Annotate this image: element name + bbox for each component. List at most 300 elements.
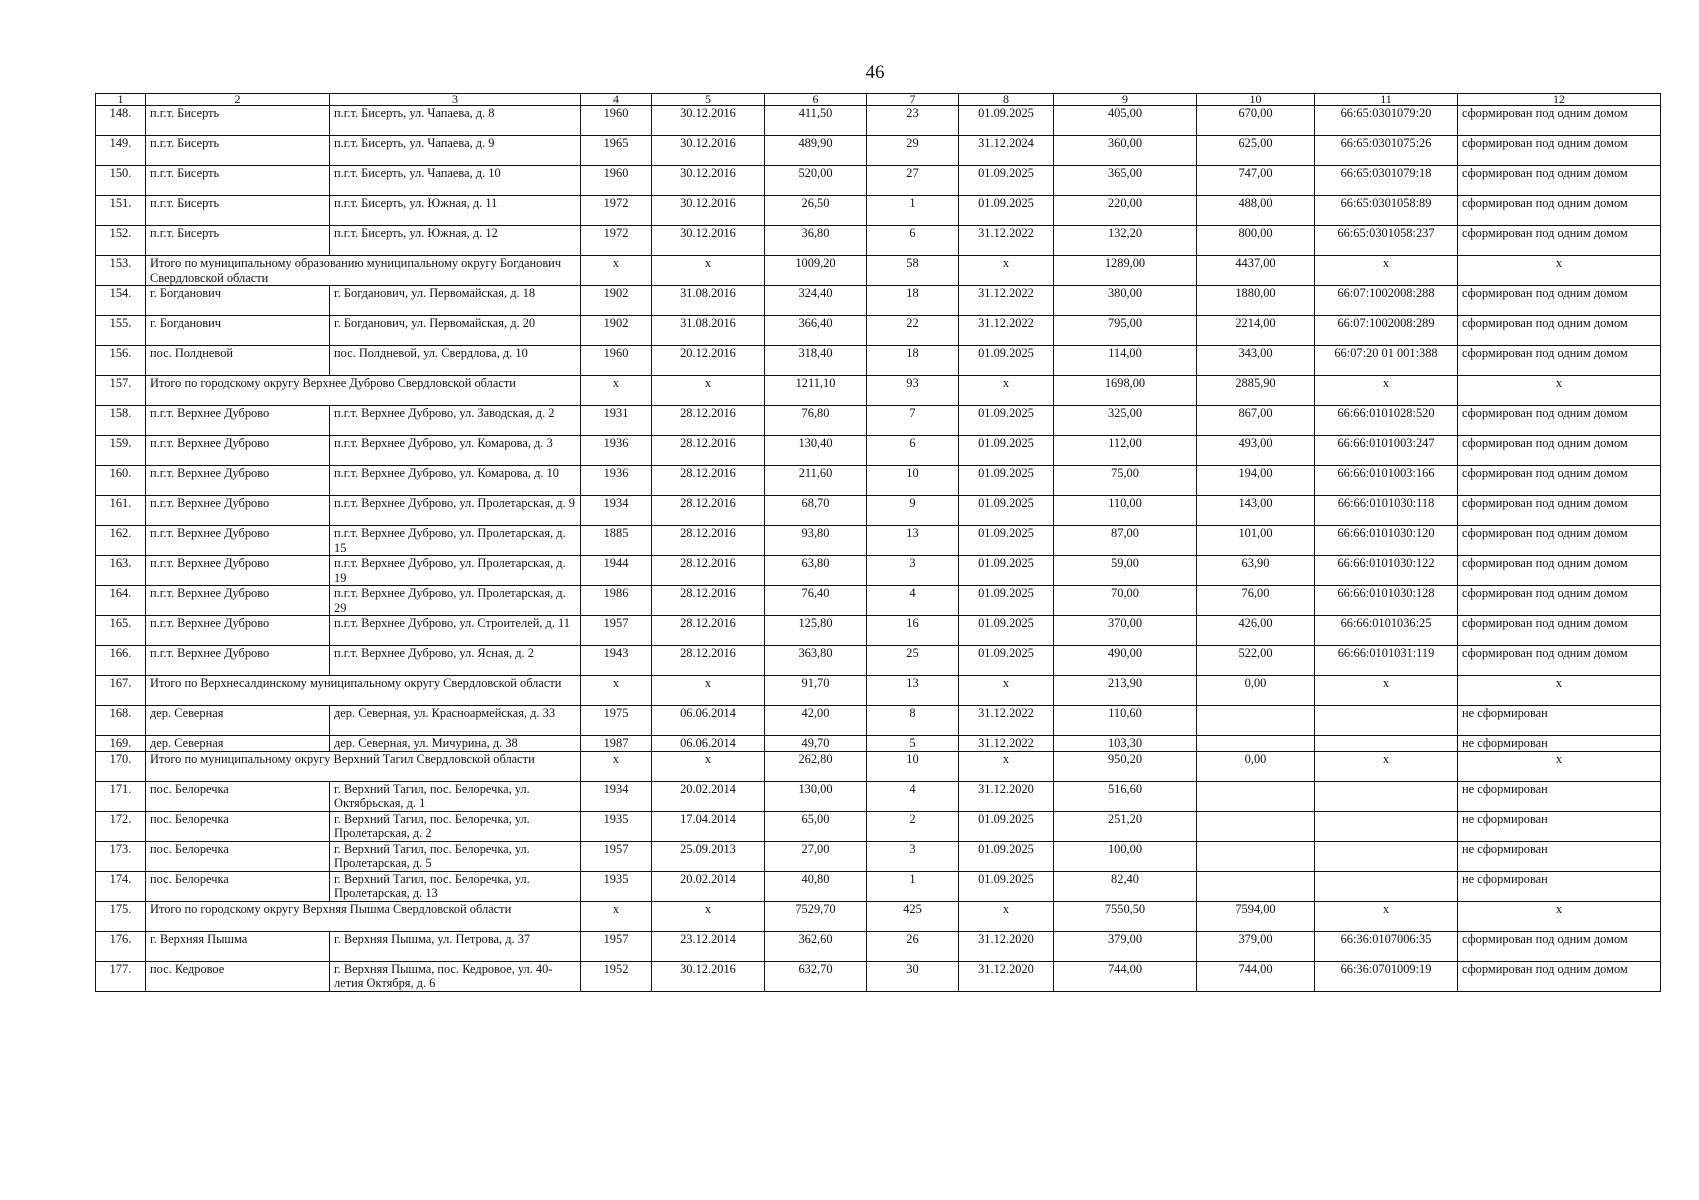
land-status: сформирован под одним домом xyxy=(1458,556,1661,586)
build-year: 1944 xyxy=(581,556,652,586)
settlement: дер. Северная xyxy=(146,706,330,736)
resettlement-deadline: x xyxy=(959,256,1054,286)
area: 1009,20 xyxy=(765,256,867,286)
column-header: 8 xyxy=(959,94,1054,106)
land-status: сформирован под одним домом xyxy=(1458,616,1661,646)
column-9-value: 405,00 xyxy=(1054,106,1197,136)
table-row xyxy=(96,196,1661,226)
recognition-date: 28.12.2016 xyxy=(652,406,765,436)
area: 76,80 xyxy=(765,406,867,436)
resettlement-deadline: 01.09.2025 xyxy=(959,586,1054,616)
build-year: 1960 xyxy=(581,346,652,376)
cadastral-number: 66:36:0701009:19 xyxy=(1315,961,1458,991)
row-number: 174. xyxy=(96,871,146,901)
area: 520,00 xyxy=(765,166,867,196)
column-header: 4 xyxy=(581,94,652,106)
recognition-date: 28.12.2016 xyxy=(652,436,765,466)
land-status: сформирован под одним домом xyxy=(1458,196,1661,226)
address: г. Верхняя Пышма, пос. Кедровое, ул. 40-летия Октября, д. 6 xyxy=(330,961,581,991)
row-number: 165. xyxy=(96,616,146,646)
table-row xyxy=(96,346,1661,376)
cadastral-number: 66:36:0107006:35 xyxy=(1315,931,1458,961)
column-9-value: 110,60 xyxy=(1054,706,1197,736)
land-status: сформирован под одним домом xyxy=(1458,496,1661,526)
row-number: 162. xyxy=(96,526,146,556)
area: 26,50 xyxy=(765,196,867,226)
land-status: сформирован под одним домом xyxy=(1458,526,1661,556)
residents: 3 xyxy=(867,841,959,871)
column-9-value: 950,20 xyxy=(1054,751,1197,781)
column-10-value: 143,00 xyxy=(1197,496,1315,526)
residents: 5 xyxy=(867,736,959,752)
row-number: 157. xyxy=(96,376,146,406)
row-number: 158. xyxy=(96,406,146,436)
area: 40,80 xyxy=(765,871,867,901)
resettlement-deadline: x xyxy=(959,751,1054,781)
table-row xyxy=(96,436,1661,466)
column-header: 11 xyxy=(1315,94,1458,106)
build-year: 1935 xyxy=(581,811,652,841)
table-row-total xyxy=(96,256,1661,286)
table-row xyxy=(96,961,1661,991)
settlement: п.г.т. Верхнее Дуброво xyxy=(146,556,330,586)
total-title: Итого по городскому округу Верхняя Пышма Свердловской области xyxy=(146,901,581,931)
table-row xyxy=(96,931,1661,961)
column-9-value: 59,00 xyxy=(1054,556,1197,586)
area: 42,00 xyxy=(765,706,867,736)
row-number: 148. xyxy=(96,106,146,136)
recognition-date: 28.12.2016 xyxy=(652,466,765,496)
row-number: 161. xyxy=(96,496,146,526)
address: дер. Северная, ул. Красноармейская, д. 33 xyxy=(330,706,581,736)
table-row xyxy=(96,556,1661,586)
table-row xyxy=(96,616,1661,646)
column-10-value: 379,00 xyxy=(1197,931,1315,961)
address: г. Богданович, ул. Первомайская, д. 20 xyxy=(330,316,581,346)
build-year: 1936 xyxy=(581,466,652,496)
land-status: сформирован под одним домом xyxy=(1458,586,1661,616)
residents: 6 xyxy=(867,436,959,466)
area: 65,00 xyxy=(765,811,867,841)
residents: 13 xyxy=(867,526,959,556)
column-10-value: 0,00 xyxy=(1197,751,1315,781)
recognition-date: 06.06.2014 xyxy=(652,736,765,752)
area: 362,60 xyxy=(765,931,867,961)
row-number: 153. xyxy=(96,256,146,286)
address: п.г.т. Верхнее Дуброво, ул. Заводская, д. 2 xyxy=(330,406,581,436)
build-year: 1952 xyxy=(581,961,652,991)
settlement: пос. Белоречка xyxy=(146,871,330,901)
address: п.г.т. Бисерть, ул. Чапаева, д. 9 xyxy=(330,136,581,166)
area: 49,70 xyxy=(765,736,867,752)
area: 363,80 xyxy=(765,646,867,676)
residents: 6 xyxy=(867,226,959,256)
area: 211,60 xyxy=(765,466,867,496)
resettlement-deadline: 01.09.2025 xyxy=(959,871,1054,901)
resettlement-deadline: 31.12.2020 xyxy=(959,781,1054,811)
recognition-date: x xyxy=(652,256,765,286)
column-header: 3 xyxy=(330,94,581,106)
residents: 8 xyxy=(867,706,959,736)
cadastral-number: 66:07:20 01 001:388 xyxy=(1315,346,1458,376)
area: 489,90 xyxy=(765,136,867,166)
column-10-value xyxy=(1197,841,1315,871)
cadastral-number: x xyxy=(1315,376,1458,406)
column-10-value: 4437,00 xyxy=(1197,256,1315,286)
column-10-value: 76,00 xyxy=(1197,586,1315,616)
land-status: не сформирован xyxy=(1458,781,1661,811)
recognition-date: 23.12.2014 xyxy=(652,931,765,961)
cadastral-number xyxy=(1315,841,1458,871)
column-10-value xyxy=(1197,811,1315,841)
residents: 425 xyxy=(867,901,959,931)
residents: 4 xyxy=(867,781,959,811)
column-9-value: 1698,00 xyxy=(1054,376,1197,406)
resettlement-deadline: 01.09.2025 xyxy=(959,166,1054,196)
residents: 10 xyxy=(867,751,959,781)
column-10-value: 194,00 xyxy=(1197,466,1315,496)
address: г. Верхний Тагил, пос. Белоречка, ул. Октябрьская, д. 1 xyxy=(330,781,581,811)
column-header: 6 xyxy=(765,94,867,106)
cadastral-number: 66:07:1002008:288 xyxy=(1315,286,1458,316)
cadastral-number: 66:65:0301075:26 xyxy=(1315,136,1458,166)
column-header: 1 xyxy=(96,94,146,106)
recognition-date: 30.12.2016 xyxy=(652,226,765,256)
column-10-value: 744,00 xyxy=(1197,961,1315,991)
table-row xyxy=(96,316,1661,346)
area: 27,00 xyxy=(765,841,867,871)
column-header: 9 xyxy=(1054,94,1197,106)
table-row xyxy=(96,466,1661,496)
recognition-date: 28.12.2016 xyxy=(652,556,765,586)
cadastral-number: 66:65:0301058:237 xyxy=(1315,226,1458,256)
total-title: Итого по муниципальному образованию муниципальному округу Богданович Свердловской области xyxy=(146,256,581,286)
column-10-value: 1880,00 xyxy=(1197,286,1315,316)
column-header: 10 xyxy=(1197,94,1315,106)
table-row xyxy=(96,586,1661,616)
column-9-value: 365,00 xyxy=(1054,166,1197,196)
cadastral-number: x xyxy=(1315,751,1458,781)
resettlement-deadline: 31.12.2020 xyxy=(959,961,1054,991)
land-status: не сформирован xyxy=(1458,736,1661,752)
residents: 30 xyxy=(867,961,959,991)
recognition-date: 31.08.2016 xyxy=(652,316,765,346)
build-year: x xyxy=(581,751,652,781)
row-number: 159. xyxy=(96,436,146,466)
build-year: 1957 xyxy=(581,616,652,646)
row-number: 177. xyxy=(96,961,146,991)
area: 262,80 xyxy=(765,751,867,781)
address: г. Верхняя Пышма, ул. Петрова, д. 37 xyxy=(330,931,581,961)
table-row xyxy=(96,136,1661,166)
settlement: п.г.т. Бисерть xyxy=(146,226,330,256)
cadastral-number: 66:65:0301058:89 xyxy=(1315,196,1458,226)
cadastral-number xyxy=(1315,781,1458,811)
resettlement-deadline: 01.09.2025 xyxy=(959,496,1054,526)
cadastral-number xyxy=(1315,811,1458,841)
housing-register-table xyxy=(95,93,1661,992)
cadastral-number: 66:66:0101003:247 xyxy=(1315,436,1458,466)
land-status: сформирован под одним домом xyxy=(1458,316,1661,346)
table-row-total xyxy=(96,376,1661,406)
column-10-value xyxy=(1197,736,1315,752)
resettlement-deadline: 31.12.2022 xyxy=(959,706,1054,736)
table-body xyxy=(96,94,1661,992)
row-number: 164. xyxy=(96,586,146,616)
land-status: x xyxy=(1458,751,1661,781)
land-status: сформирован под одним домом xyxy=(1458,646,1661,676)
recognition-date: 28.12.2016 xyxy=(652,646,765,676)
row-number: 168. xyxy=(96,706,146,736)
column-9-value: 103,30 xyxy=(1054,736,1197,752)
row-number: 151. xyxy=(96,196,146,226)
recognition-date: 30.12.2016 xyxy=(652,166,765,196)
residents: 29 xyxy=(867,136,959,166)
resettlement-deadline: 31.12.2022 xyxy=(959,226,1054,256)
build-year: 1934 xyxy=(581,496,652,526)
residents: 4 xyxy=(867,586,959,616)
land-status: сформирован под одним домом xyxy=(1458,136,1661,166)
table-row xyxy=(96,841,1661,871)
address: п.г.т. Верхнее Дуброво, ул. Комарова, д. 3 xyxy=(330,436,581,466)
column-10-value: 867,00 xyxy=(1197,406,1315,436)
resettlement-deadline: 31.12.2022 xyxy=(959,316,1054,346)
build-year: 1972 xyxy=(581,196,652,226)
address: п.г.т. Верхнее Дуброво, ул. Строителей, д. 11 xyxy=(330,616,581,646)
land-status: сформирован под одним домом xyxy=(1458,286,1661,316)
table-row-total xyxy=(96,676,1661,706)
residents: 93 xyxy=(867,376,959,406)
settlement: п.г.т. Бисерть xyxy=(146,136,330,166)
table-row xyxy=(96,496,1661,526)
recognition-date: 30.12.2016 xyxy=(652,136,765,166)
column-9-value: 82,40 xyxy=(1054,871,1197,901)
build-year: 1986 xyxy=(581,586,652,616)
build-year: 1960 xyxy=(581,106,652,136)
settlement: дер. Северная xyxy=(146,736,330,752)
column-9-value: 7550,50 xyxy=(1054,901,1197,931)
build-year: 1902 xyxy=(581,316,652,346)
recognition-date: x xyxy=(652,901,765,931)
residents: 27 xyxy=(867,166,959,196)
row-number: 166. xyxy=(96,646,146,676)
recognition-date: x xyxy=(652,751,765,781)
build-year: x xyxy=(581,256,652,286)
address: п.г.т. Верхнее Дуброво, ул. Пролетарская, д. 19 xyxy=(330,556,581,586)
build-year: 1902 xyxy=(581,286,652,316)
settlement: п.г.т. Верхнее Дуброво xyxy=(146,436,330,466)
column-10-value: 625,00 xyxy=(1197,136,1315,166)
column-10-value: 670,00 xyxy=(1197,106,1315,136)
resettlement-deadline: 01.09.2025 xyxy=(959,466,1054,496)
build-year: 1957 xyxy=(581,841,652,871)
settlement: п.г.т. Верхнее Дуброво xyxy=(146,616,330,646)
column-10-value: 63,90 xyxy=(1197,556,1315,586)
cadastral-number: 66:66:0101028:520 xyxy=(1315,406,1458,436)
residents: 7 xyxy=(867,406,959,436)
area: 63,80 xyxy=(765,556,867,586)
column-header: 12 xyxy=(1458,94,1661,106)
recognition-date: 25.09.2013 xyxy=(652,841,765,871)
area: 125,80 xyxy=(765,616,867,646)
column-10-value xyxy=(1197,871,1315,901)
residents: 10 xyxy=(867,466,959,496)
cadastral-number xyxy=(1315,706,1458,736)
table-row xyxy=(96,706,1661,736)
settlement: г. Богданович xyxy=(146,286,330,316)
residents: 23 xyxy=(867,106,959,136)
area: 632,70 xyxy=(765,961,867,991)
recognition-date: 31.08.2016 xyxy=(652,286,765,316)
column-10-value: 7594,00 xyxy=(1197,901,1315,931)
address: п.г.т. Бисерть, ул. Чапаева, д. 10 xyxy=(330,166,581,196)
column-9-value: 114,00 xyxy=(1054,346,1197,376)
cadastral-number xyxy=(1315,871,1458,901)
column-header: 5 xyxy=(652,94,765,106)
cadastral-number: 66:66:0101031:119 xyxy=(1315,646,1458,676)
settlement: пос. Белоречка xyxy=(146,781,330,811)
column-10-value: 493,00 xyxy=(1197,436,1315,466)
row-number: 156. xyxy=(96,346,146,376)
area: 91,70 xyxy=(765,676,867,706)
residents: 1 xyxy=(867,871,959,901)
cadastral-number: 66:66:0101030:120 xyxy=(1315,526,1458,556)
column-9-value: 380,00 xyxy=(1054,286,1197,316)
land-status: x xyxy=(1458,901,1661,931)
recognition-date: 28.12.2016 xyxy=(652,616,765,646)
area: 324,40 xyxy=(765,286,867,316)
build-year: 1987 xyxy=(581,736,652,752)
build-year: x xyxy=(581,676,652,706)
area: 93,80 xyxy=(765,526,867,556)
column-10-value: 747,00 xyxy=(1197,166,1315,196)
land-status: сформирован под одним домом xyxy=(1458,226,1661,256)
table-row xyxy=(96,811,1661,841)
land-status: сформирован под одним домом xyxy=(1458,166,1661,196)
land-status: сформирован под одним домом xyxy=(1458,466,1661,496)
land-status: сформирован под одним домом xyxy=(1458,406,1661,436)
area: 36,80 xyxy=(765,226,867,256)
residents: 26 xyxy=(867,931,959,961)
table-row-total xyxy=(96,751,1661,781)
recognition-date: 20.02.2014 xyxy=(652,871,765,901)
land-status: сформирован под одним домом xyxy=(1458,436,1661,466)
resettlement-deadline: x xyxy=(959,676,1054,706)
total-title: Итого по Верхнесалдинскому муниципальному округу Свердловской области xyxy=(146,676,581,706)
total-title: Итого по муниципальному округу Верхний Тагил Свердловской области xyxy=(146,751,581,781)
column-9-value: 100,00 xyxy=(1054,841,1197,871)
column-10-value: 0,00 xyxy=(1197,676,1315,706)
settlement: п.г.т. Бисерть xyxy=(146,196,330,226)
row-number: 167. xyxy=(96,676,146,706)
residents: 18 xyxy=(867,346,959,376)
cadastral-number: 66:66:0101030:118 xyxy=(1315,496,1458,526)
resettlement-deadline: 01.09.2025 xyxy=(959,556,1054,586)
cadastral-number: 66:07:1002008:289 xyxy=(1315,316,1458,346)
row-number: 149. xyxy=(96,136,146,166)
cadastral-number: 66:66:0101030:122 xyxy=(1315,556,1458,586)
table-row xyxy=(96,106,1661,136)
table-row xyxy=(96,526,1661,556)
column-9-value: 75,00 xyxy=(1054,466,1197,496)
column-9-value: 213,90 xyxy=(1054,676,1197,706)
cadastral-number: 66:65:0301079:20 xyxy=(1315,106,1458,136)
column-9-value: 744,00 xyxy=(1054,961,1197,991)
column-9-value: 795,00 xyxy=(1054,316,1197,346)
cadastral-number: 66:65:0301079:18 xyxy=(1315,166,1458,196)
row-number: 176. xyxy=(96,931,146,961)
column-9-value: 379,00 xyxy=(1054,931,1197,961)
address: г. Верхний Тагил, пос. Белоречка, ул. Пролетарская, д. 2 xyxy=(330,811,581,841)
settlement: п.г.т. Верхнее Дуброво xyxy=(146,496,330,526)
address: п.г.т. Верхнее Дуброво, ул. Пролетарская, д. 15 xyxy=(330,526,581,556)
land-status: сформирован под одним домом xyxy=(1458,961,1661,991)
address: п.г.т. Верхнее Дуброво, ул. Ясная, д. 2 xyxy=(330,646,581,676)
residents: 18 xyxy=(867,286,959,316)
build-year: 1943 xyxy=(581,646,652,676)
row-number: 160. xyxy=(96,466,146,496)
residents: 22 xyxy=(867,316,959,346)
cadastral-number xyxy=(1315,736,1458,752)
build-year: 1931 xyxy=(581,406,652,436)
column-10-value: 426,00 xyxy=(1197,616,1315,646)
column-10-value: 101,00 xyxy=(1197,526,1315,556)
land-status: сформирован под одним домом xyxy=(1458,931,1661,961)
settlement: пос. Кедровое xyxy=(146,961,330,991)
row-number: 170. xyxy=(96,751,146,781)
land-status: сформирован под одним домом xyxy=(1458,106,1661,136)
address: п.г.т. Бисерть, ул. Чапаева, д. 8 xyxy=(330,106,581,136)
column-10-value: 2885,90 xyxy=(1197,376,1315,406)
row-number: 171. xyxy=(96,781,146,811)
column-9-value: 370,00 xyxy=(1054,616,1197,646)
row-number: 172. xyxy=(96,811,146,841)
area: 130,00 xyxy=(765,781,867,811)
settlement: п.г.т. Бисерть xyxy=(146,106,330,136)
build-year: 1934 xyxy=(581,781,652,811)
resettlement-deadline: 31.12.2022 xyxy=(959,286,1054,316)
cadastral-number: x xyxy=(1315,901,1458,931)
land-status: не сформирован xyxy=(1458,871,1661,901)
build-year: 1960 xyxy=(581,166,652,196)
residents: 13 xyxy=(867,676,959,706)
build-year: 1957 xyxy=(581,931,652,961)
table-row xyxy=(96,406,1661,436)
settlement: п.г.т. Верхнее Дуброво xyxy=(146,646,330,676)
build-year: 1972 xyxy=(581,226,652,256)
build-year: x xyxy=(581,901,652,931)
area: 130,40 xyxy=(765,436,867,466)
address: дер. Северная, ул. Мичурина, д. 38 xyxy=(330,736,581,752)
table-row xyxy=(96,736,1661,752)
recognition-date: 20.02.2014 xyxy=(652,781,765,811)
page-number: 46 xyxy=(865,62,885,83)
build-year: 1936 xyxy=(581,436,652,466)
residents: 58 xyxy=(867,256,959,286)
land-status: не сформирован xyxy=(1458,811,1661,841)
settlement: г. Богданович xyxy=(146,316,330,346)
land-status: x xyxy=(1458,376,1661,406)
column-9-value: 112,00 xyxy=(1054,436,1197,466)
column-header: 2 xyxy=(146,94,330,106)
recognition-date: 30.12.2016 xyxy=(652,196,765,226)
column-9-value: 490,00 xyxy=(1054,646,1197,676)
area: 318,40 xyxy=(765,346,867,376)
residents: 1 xyxy=(867,196,959,226)
area: 1211,10 xyxy=(765,376,867,406)
settlement: п.г.т. Верхнее Дуброво xyxy=(146,466,330,496)
column-10-value: 488,00 xyxy=(1197,196,1315,226)
